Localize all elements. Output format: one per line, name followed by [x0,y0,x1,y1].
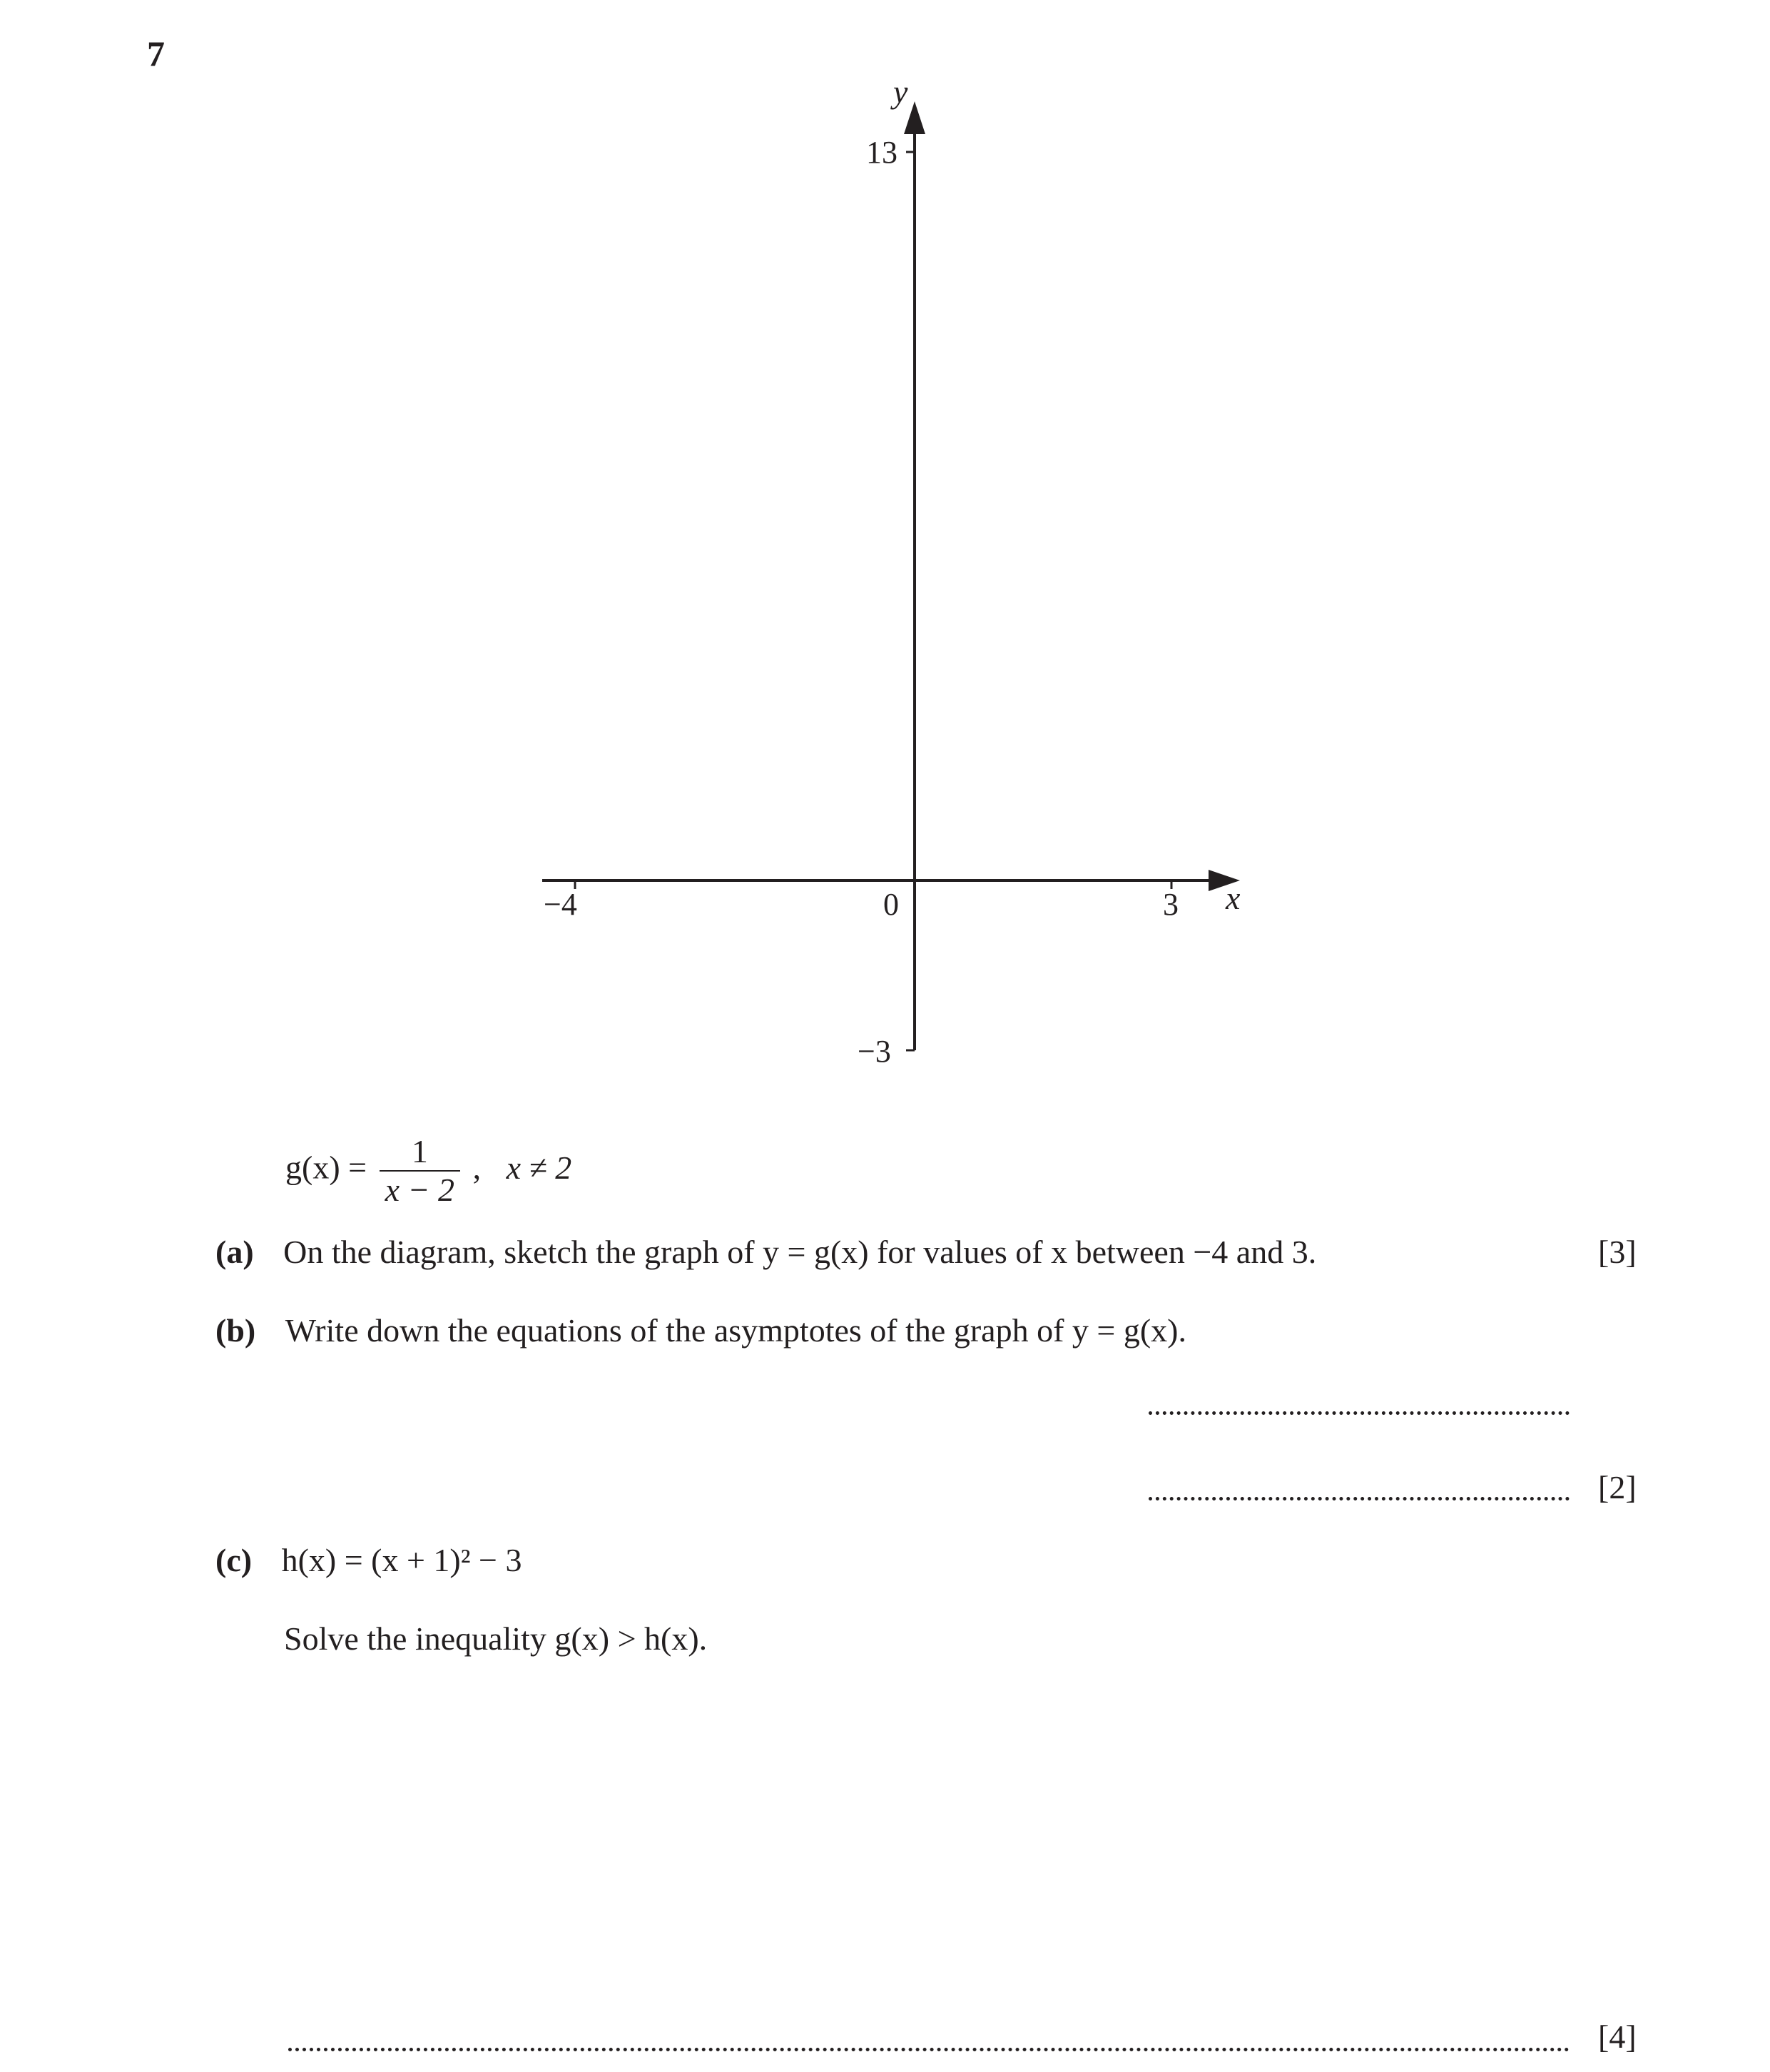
function-g-lhs: g(x) = [285,1149,367,1186]
part-b-label: (b) [215,1312,256,1349]
question-number: 7 [147,34,165,73]
function-g-condition: x ≠ 2 [506,1149,572,1186]
function-g-denominator: x − 2 [385,1172,455,1208]
x-tick-label-minus4: −4 [544,887,577,922]
y-tick-label-13: 13 [866,135,897,170]
part-b-answer-line-1[interactable] [1149,1411,1570,1415]
function-g-fraction [380,1133,460,1209]
part-b [215,1311,1186,1349]
y-tick-label-minus3: −3 [858,1034,891,1069]
y-axis-label: y [893,73,908,110]
x-tick-label-0: 0 [883,887,899,922]
part-a-label: (a) [215,1234,254,1270]
part-c-label: (c) [215,1542,253,1578]
function-g-numerator: 1 [380,1133,460,1172]
part-c [215,1541,522,1579]
part-a-marks: [3] [1598,1234,1637,1270]
function-h-definition: h(x) = (x + 1)² − 3 [281,1542,522,1578]
function-g-definition [285,1133,571,1209]
x-tick-label-3: 3 [1163,887,1179,922]
part-b-answer-line-2[interactable] [1149,1497,1570,1500]
function-g-comma: , [472,1149,482,1186]
x-axis-label: x [1226,880,1241,916]
part-b-text: Write down the equations of the asymptotes of the graph of y = g(x). [285,1312,1186,1349]
part-a [215,1233,1316,1271]
part-c-answer-line[interactable] [288,2048,1570,2051]
axes-diagram [499,71,1284,1085]
part-c-text: Solve the inequality g(x) > h(x). [284,1620,708,1657]
part-c-marks: [4] [1598,2018,1637,2055]
part-b-marks: [2] [1598,1469,1637,1505]
part-a-text: On the diagram, sketch the graph of y = g(x) for values of x between −4 and 3. [283,1234,1317,1270]
